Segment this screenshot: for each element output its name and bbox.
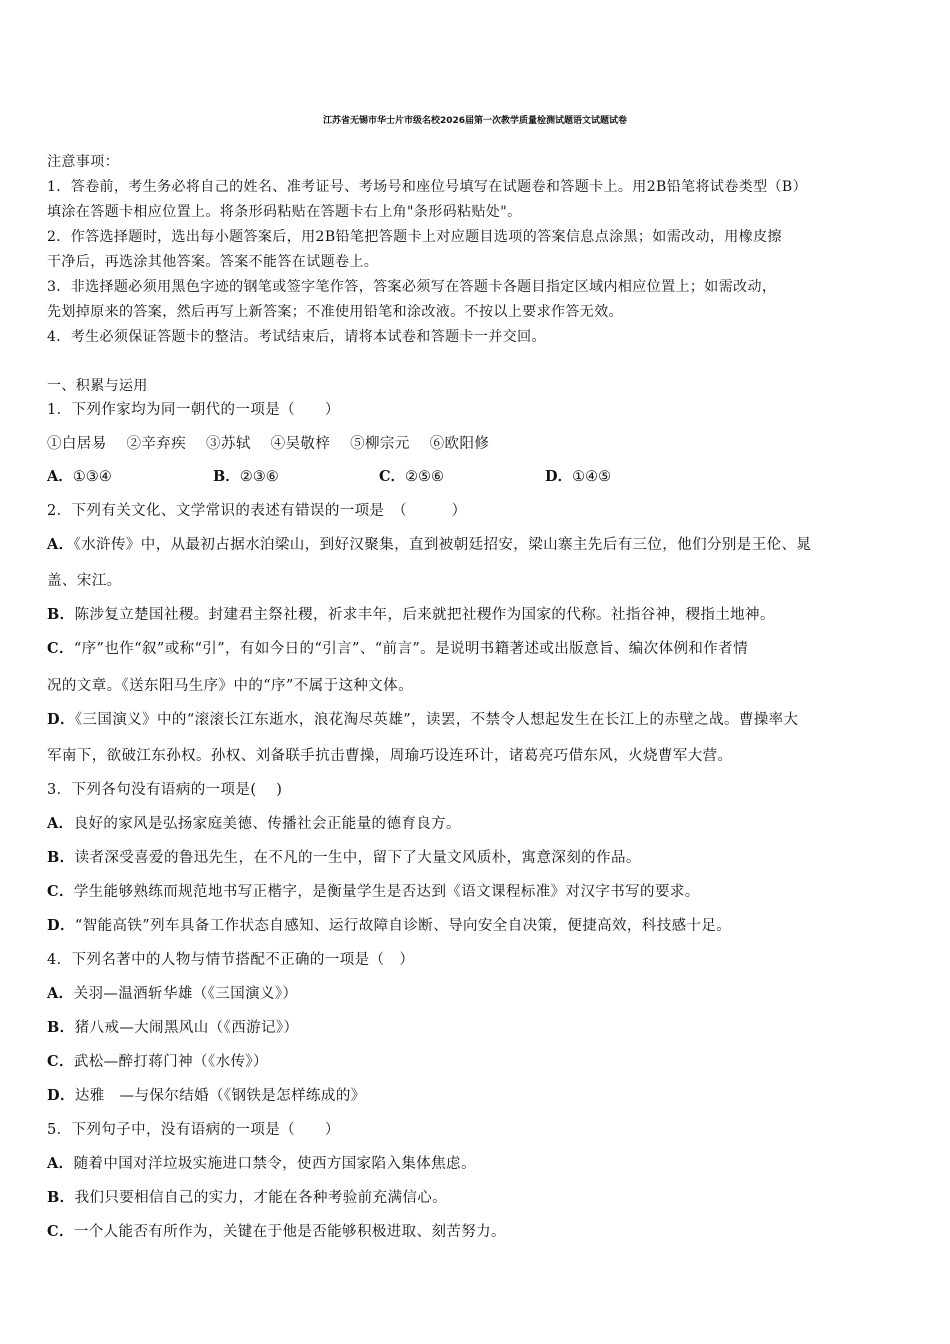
question-3-option-d: D．“智能高铁”列车具备工作状态自感知、运行故障自诊断、导向安全自决策，便捷高效，科技感十足。 [47, 917, 732, 934]
question-3-option-b: B．读者深受喜爱的鲁迅先生，在不凡的一生中，留下了大量文风质朴，寓意深刻的作品。 [47, 849, 641, 866]
question-4-stem: 4．下列名著中的人物与情节搭配不正确的一项是（ ） [47, 952, 415, 968]
question-2-option-d: D．《三国演义》中的“滚滚长江东逝水，浪花淘尽英雄”，读罢，不禁令人想起发生在长江上的赤壁之战。曹操率大 [47, 711, 799, 728]
notice-line: 填涂在答题卡相应位置上。将条形码粘贴在答题卡右上角"条形码粘贴处"。 [47, 204, 522, 220]
question-4-option-d: D．达雅 —与保尔结婚（《钢铁是怎样练成的》 [47, 1087, 366, 1104]
notice-line: 2．作答选择题时，选出每小题答案后，用2B铅笔把答题卡上对应题目选项的答案信息点涂黑；如需改动，用橡皮擦 [47, 229, 782, 245]
question-5-option-a: A．随着中国对洋垃圾实施进口禁令，使西方国家陷入集体焦虑。 [47, 1155, 476, 1172]
question-4-option-c: C．武松—醉打蒋门神（《水传》） [47, 1053, 268, 1070]
exam-title: 江苏省无锡市华士片市级名校2026届第一次教学质量检测试题语文试题试卷 [322, 116, 628, 126]
option-b[interactable]: B．②③⑥ [213, 468, 279, 485]
question-2-option-c: C．“序”也作“叙”或称“引”，有如今日的“引言”、“前言”。是说明书籍著述或出版意旨、编次体例和作者情 [47, 640, 748, 657]
section-heading: 一、积累与运用 [47, 378, 148, 394]
question-2-option-b: B．陈涉复立楚国社稷。封建君主祭社稷，祈求丰年，后来就把社稷作为国家的代称。社指谷神，稷指土地神。 [47, 606, 775, 623]
notice-line: 干净后，再选涂其他答案。答案不能答在试题卷上。 [47, 254, 379, 270]
question-2-stem: 2．下列有关文化、文学常识的表述有错误的一项是 （ ） [47, 503, 467, 519]
question-1-options [47, 467, 611, 487]
notice-line: 3．非选择题必须用黑色字迹的钢笔或签字笔作答，答案必须写在答题卡各题目指定区域内相应位置上；如需改动， [47, 279, 777, 295]
notice-line: 1．答卷前，考生务必将自己的姓名、准考证号、考场号和座位号填写在试题卷和答题卡上。用2B铅笔将试卷类型（B） [47, 179, 807, 195]
question-1-stem: 1．下列作家均为同一朝代的一项是（ ） [47, 402, 340, 418]
question-5-option-b: B．我们只要相信自己的实力，才能在各种考验前充满信心。 [47, 1189, 448, 1206]
question-4-option-b: B．猪八戒—大闹黑风山（《西游记》） [47, 1019, 299, 1036]
option-a[interactable]: A．①③④ [47, 468, 112, 485]
question-1-authors: ①白居易 ②辛弃疾 ③苏轼 ④吴敬梓 ⑤柳宗元 ⑥欧阳修 [47, 436, 490, 452]
option-d[interactable]: D．①④⑤ [545, 468, 612, 485]
option-c[interactable]: C．②⑤⑥ [379, 468, 445, 485]
question-3-stem: 3．下列各句没有语病的一项是( ) [47, 782, 283, 798]
question-3-option-a: A．良好的家风是弘扬家庭美德、传播社会正能量的德育良方。 [47, 815, 461, 832]
notice-line: 4．考生必须保证答题卡的整洁。考试结束后，请将本试卷和答题卡一并交回。 [47, 329, 546, 345]
question-4-option-a: A．关羽—温酒斩华雄（《三国演义》） [47, 985, 298, 1002]
question-5-stem: 5．下列句子中，没有语病的一项是（ ） [47, 1122, 340, 1138]
question-2-option-a: A．《水浒传》中，从最初占据水泊梁山，到好汉聚集，直到被朝廷招安，梁山寨主先后有三位，他们分别是王伦、晁 [47, 536, 812, 553]
question-3-option-c: C．学生能够熟练而规范地书写正楷字，是衡量学生是否达到《语文课程标准》对汉字书写的要求。 [47, 883, 700, 900]
question-2-option-a-cont: 盖、宋江。 [47, 573, 122, 589]
question-5-option-c: C．一个人能否有所作为，关键在于他是否能够积极进取、刻苦努力。 [47, 1223, 506, 1240]
notice-line: 先划掉原来的答案，然后再写上新答案；不准使用铅笔和涂改液。不按以上要求作答无效。 [47, 304, 623, 320]
question-2-option-c-cont: 况的文章。《送东阳马生序》中的“序”不属于这种文体。 [47, 678, 413, 694]
notice-heading: 注意事项： [47, 154, 119, 170]
question-2-option-d-cont: 军南下，欲破江东孙权。孙权、刘备联手抗击曹操，周瑜巧设连环计，诸葛亮巧借东风，火烧曹军大营。 [47, 748, 733, 764]
